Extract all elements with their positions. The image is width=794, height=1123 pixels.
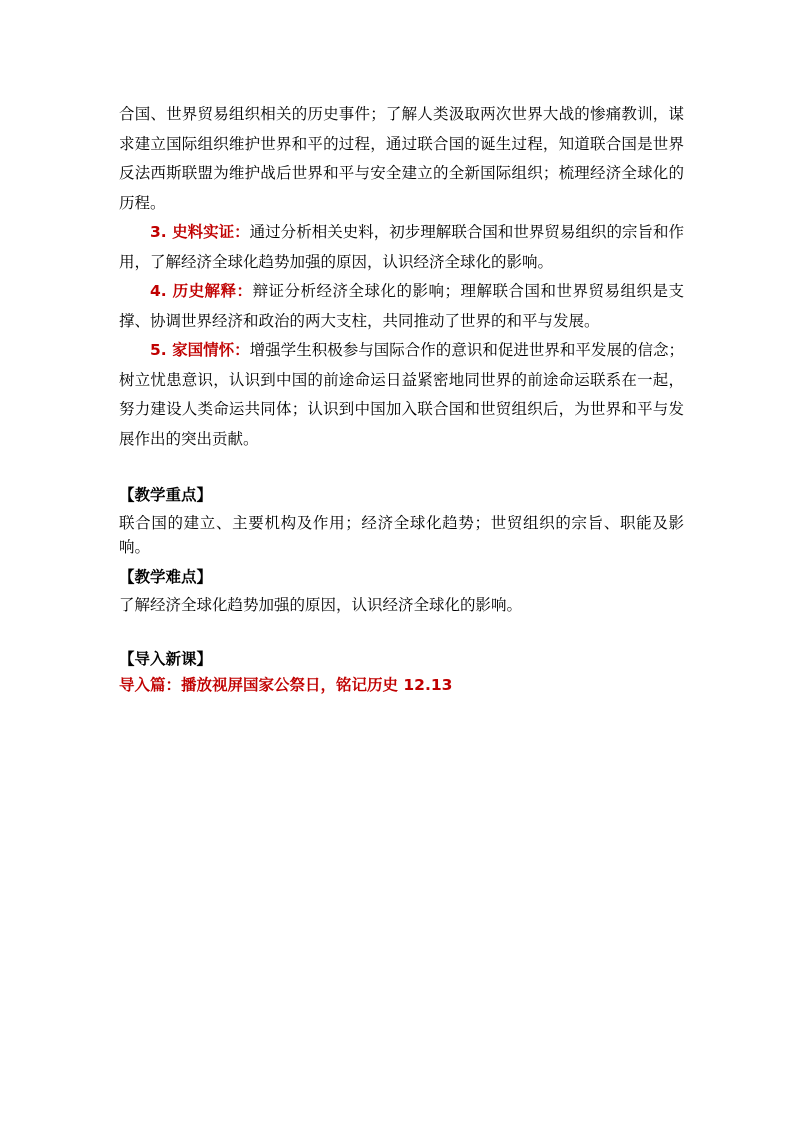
difficult-points-text: 了解经济全球化趋势加强的原因，认识经济全球化的影响。 bbox=[119, 596, 523, 614]
objectives-continuation: 合国、世界贸易组织相关的历史事件；了解人类汲取两次世界大战的惨痛教训，谋求建立国际组织维护世界和平的过程，通过联合国的诞生过程，知道联合国是世界反法西斯联盟为维护战后世界和平与安全建立的全新国际组织；梳理经济全球化的历程。 bbox=[119, 105, 684, 212]
spacer bbox=[119, 454, 684, 483]
objective-item-5-label: 5. 家国情怀： bbox=[150, 341, 250, 359]
objective-item-3-text: 通过分析相关史料，初步理解联合国和世界贸易组织的宗旨和作用，了解经济全球化趋势加强的原因，认识经济全球化的影响。 bbox=[119, 223, 684, 271]
objective-item-4-text: 辩证分析经济全球化的影响；理解联合国和世界贸易组织是支撑、协调世界经济和政治的两大支柱，共同推动了世界的和平与发展。 bbox=[119, 282, 684, 330]
objective-item-4 bbox=[119, 277, 684, 336]
lead-in-heading: 【导入新课】 bbox=[119, 650, 213, 668]
document-page bbox=[119, 100, 684, 697]
objective-item-3-label: 3. 史料实证： bbox=[150, 223, 250, 241]
objective-item-5 bbox=[119, 336, 684, 454]
difficult-points-heading: 【教学难点】 bbox=[119, 568, 213, 586]
spacer bbox=[119, 617, 684, 647]
objective-item-5-text: 增强学生积极参与国际合作的意识和促进世界和平发展的信念；树立忧患意识，认识到中国的前途命运日益紧密地同世界的前途命运联系在一起，努力建设人类命运共同体；认识到中国加入联合国和世贸组织后，为世界和平与发展作出的突出贡献。 bbox=[119, 341, 684, 448]
objective-item-3 bbox=[119, 218, 684, 277]
objective-item-4-label: 4. 历史解释： bbox=[150, 282, 253, 300]
lead-in-text: 导入篇：播放视屏国家公祭日，铭记历史 12.13 bbox=[119, 676, 453, 694]
key-points-text: 联合国的建立、主要机构及作用；经济全球化趋势；世贸组织的宗旨、职能及影响。 bbox=[119, 514, 684, 556]
key-points-heading: 【教学重点】 bbox=[119, 486, 213, 504]
